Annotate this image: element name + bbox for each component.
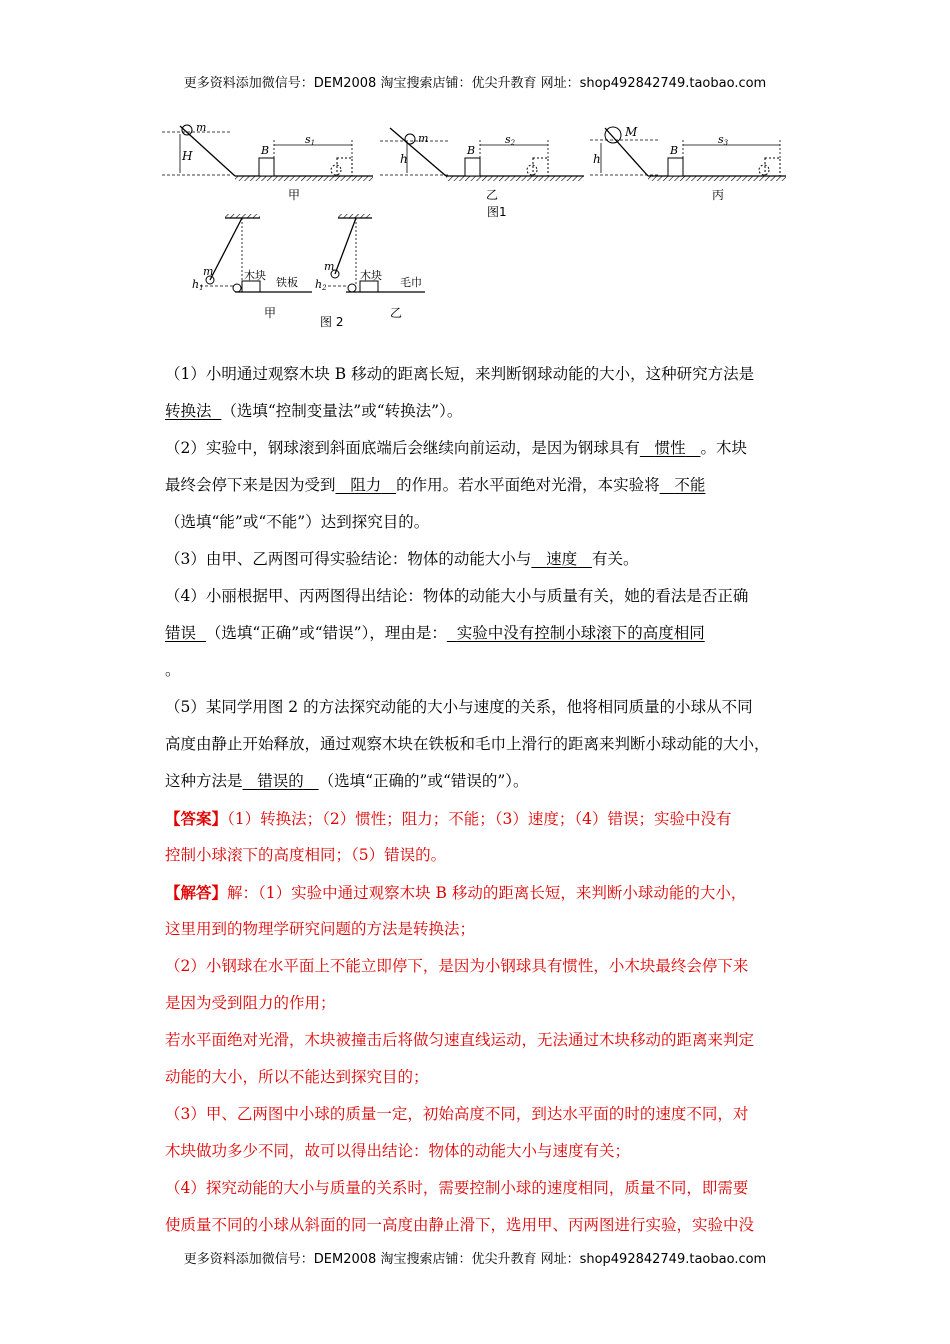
fig1-panel-jia [162,121,373,202]
block-label: B [261,144,270,157]
ball-label: m [203,265,214,278]
figures [160,118,800,338]
height-label: h1 [192,278,204,292]
ball-icon [405,134,415,144]
explanation-line-9: （4）探究动能的大小与质量的关系时，需要控制小球的速度相同，质量不同，即需要 [165,1179,749,1197]
q2-line-3: （选填“能”或“不能”）达到探究目的。 [165,513,430,531]
fig1-panel-bing [590,125,786,202]
explanation-line-3: （2）小钢球在水平面上不能立即停下，是因为小钢球具有惯性，小木块最终会停下来 [165,957,749,975]
answer-tag: 【答案】 [165,809,228,828]
answer-line-1: 【答案】（1）转换法；（2）惯性；阻力；不能；（3）速度；（4）错误；实验中没有 [165,809,732,828]
panel-label: 甲 [264,306,277,320]
q4-answer-2: 实验中没有控制小球滚下的高度相同 [456,624,705,642]
panel-label: 乙 [390,306,403,320]
q5-line-2: 高度由静止开始释放，通过观察木块在铁板和毛巾上滑行的距离来判断小球动能的大小， [165,735,770,753]
answer-line-2: 控制小球滚下的高度相同；（5）错误的。 [165,846,447,864]
block-b [668,158,683,176]
block-label: B [467,144,476,157]
explanation-line-4: 是因为受到阻力的作用； [165,994,336,1012]
block-label: 木块 [360,269,382,282]
block-label: 木块 [244,269,266,282]
q3-answer: 速度 [546,550,578,568]
explanation-line-1: 【解答】解：（1）实验中通过观察木块 B 移动的距离长短，来判断小球动能的大小， [165,883,747,902]
q5-line-1: （5）某同学用图 2 的方法探究动能的大小与速度的关系，他将相同质量的小球从不同 [165,698,753,716]
page-footer: 更多资料添加微信号：DEM2008 淘宝搜索店铺：优尖升教育 网址：shop492842749.taobao.com [183,1252,767,1267]
panel-label: 甲 [288,188,301,202]
height-label: h [593,152,601,166]
block-b [259,158,274,176]
panel-label: 丙 [712,188,725,202]
height-label: h2 [315,278,327,292]
fig1-caption: 图1 [487,205,507,219]
q4-answer-1: 错误 [165,624,197,642]
explanation-line-7: （3）甲、乙两图中小球的质量一定，初始高度不同，到达水平面的时的速度不同，对 [165,1105,749,1123]
ball-label: m [324,260,335,273]
height-label: h [400,152,408,166]
ball-label: m [196,121,207,134]
explanation-line-5: 若水平面绝对光滑，木块被撞击后将做匀速直线运动，无法通过木块移动的距离来判定 [165,1031,755,1049]
ball-label: m [418,132,429,145]
q1-line-2: 转换法 （选填“控制变量法”或“转换法”）。 [165,402,463,420]
q4-line-3: 。 [165,661,181,679]
q2-line-1: （2）实验中，钢球滚到斜面底端后会继续向前运动，是因为钢球具有 惯性 。木块 [165,439,747,457]
q4-line-1: （4）小丽根据甲、丙两图得出结论：物体的动能大小与质量有关，她的看法是否正确 [165,587,749,605]
q2-answer-3: 不能 [674,476,706,494]
q5-line-3: 这种方法是 错误的 （选填“正确的”或“错误的”）。 [165,772,529,790]
wood-block [242,281,260,292]
experiment-figures [160,118,800,338]
distance-label: s2 [505,133,516,147]
explanation-tag: 【解答】 [165,883,228,902]
block-label: B [670,144,679,157]
q2-answer-2: 阻力 [350,476,382,494]
q2-line-2: 最终会停下来是因为受到 阻力 的作用。若水平面绝对光滑，本实验将 不能 [165,476,706,494]
q1-answer: 转换法 [165,402,212,420]
page-header: 更多资料添加微信号：DEM2008 淘宝搜索店铺：优尖升教育 网址：shop492842749.taobao.com [183,76,767,91]
height-label: H [182,149,193,163]
explanation-line-6: 动能的大小，所以不能达到探究目的； [165,1068,429,1086]
distance-label: s1 [305,133,316,147]
fig2-panel-jia [192,214,312,320]
q5-answer: 错误的 [257,772,304,790]
q1-line-1: （1）小明通过观察木块 B 移动的距离长短，来判断钢球动能的大小，这种研究方法是 [165,365,755,383]
explanation-line-8: 木块做功多少不同，故可以得出结论：物体的动能大小与速度有关； [165,1142,631,1160]
explanation-line-2: 这里用到的物理学研究问题的方法是转换法； [165,920,476,938]
q4-line-2: 错误 （选填“正确”或“错误”），理由是： 实验中没有控制小球滚下的高度相同 [165,624,705,642]
ball-icon [605,127,621,143]
panel-label: 乙 [486,188,499,202]
q2-answer-1: 惯性 [654,439,686,457]
wood-block [360,281,378,292]
explanation-line-10: 使质量不同的小球从斜面的同一高度由静止滑下，选用甲、丙两图进行实验，实验中没 [165,1216,755,1234]
fig2-panel-yi [315,214,425,320]
surface-label: 毛巾 [400,276,422,289]
ball-label: M [625,125,638,139]
surface-label: 铁板 [276,276,298,289]
block-b [465,158,480,176]
q3-line: （3）由甲、乙两图可得实验结论：物体的动能大小与 速度 有关。 [165,550,639,568]
fig2-caption: 图 2 [320,315,344,329]
question-body [165,356,815,1244]
fig1-panel-yi [380,128,584,219]
distance-label: s3 [718,133,729,147]
